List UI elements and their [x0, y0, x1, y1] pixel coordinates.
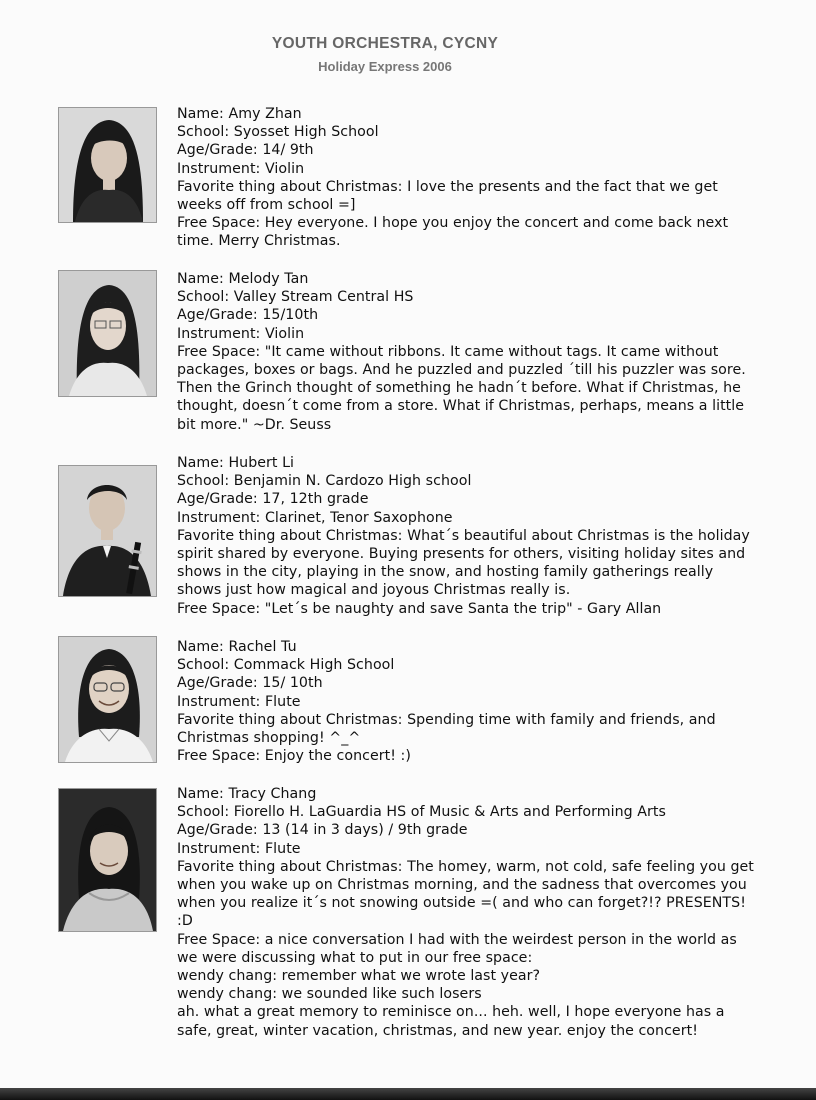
member-favorite-thing-cont: :D	[177, 913, 193, 930]
member-name: Name: Amy Zhan	[177, 106, 302, 122]
member-favorite-thing: Favorite thing about Christmas: What´s beautiful about Christmas is the holiday	[177, 527, 750, 544]
member-age-grade: Age/Grade: 15/10th	[177, 307, 319, 324]
member-favorite-thing-cont: when you wake up on Christmas morning, and the sadness that overcomes you	[177, 877, 747, 894]
member-favorite-thing: Favorite thing about Christmas: Spending time with family and friends, and	[177, 711, 716, 728]
member-age-grade: Age/Grade: 17, 12th grade	[177, 491, 369, 508]
member-school: School: Benjamin N. Cardozo High school	[177, 473, 472, 490]
member-favorite-thing-cont: weeks off from school =]	[177, 197, 356, 214]
member-name: Name: Melody Tan	[177, 271, 309, 287]
member-instrument: Instrument: Flute	[177, 693, 301, 710]
member-details	[177, 105, 772, 251]
member-age-grade: Age/Grade: 13 (14 in 3 days) / 9th grade	[177, 822, 468, 839]
member-name: Name: Hubert Li	[177, 455, 295, 471]
member-free-space-cont: thought, doesn´t come from a store. What if Christmas, perhaps, means a little	[177, 398, 745, 415]
scan-edge-bar	[0, 1088, 816, 1100]
member-favorite-thing-cont: spirit shared by everyone. Buying presents for others, visiting holiday sites and	[177, 546, 746, 563]
member-favorite-thing-cont: Christmas shopping! ^_^	[177, 730, 361, 747]
member-instrument: Instrument: Violin	[177, 160, 305, 177]
member-favorite-thing-cont: shows just how magical and joyous Christmas really is.	[177, 582, 571, 599]
member-details	[177, 454, 772, 618]
member-free-space: Free Space: Hey everyone. I hope you enjoy the concert and come back next	[177, 215, 729, 232]
member-photo	[58, 636, 157, 763]
member-free-space: Free Space: Enjoy the concert! :)	[177, 748, 411, 765]
member-age-grade: Age/Grade: 15/ 10th	[177, 675, 323, 692]
member-age-grade: Age/Grade: 14/ 9th	[177, 142, 314, 159]
member-name: Name: Rachel Tu	[177, 639, 297, 655]
page-subtitle: Holiday Express 2006	[318, 59, 452, 74]
member-free-space-cont: Then the Grinch thought of something he hadn´t before. What if Christmas, he	[177, 380, 741, 397]
member-details	[177, 785, 772, 1040]
member-photo	[58, 465, 157, 597]
member-photo	[58, 107, 157, 223]
member-details	[177, 638, 772, 765]
member-free-space: Free Space: "It came without ribbons. It came without tags. It came without	[177, 343, 719, 360]
member-school: School: Commack High School	[177, 657, 395, 674]
member-favorite-thing: Favorite thing about Christmas: I love the presents and the fact that we get	[177, 178, 718, 195]
member-school: School: Valley Stream Central HS	[177, 289, 414, 306]
member-photo	[58, 788, 157, 932]
member-photo	[58, 270, 157, 397]
member-free-space: Free Space: a nice conversation I had with the weirdest person in the world as	[177, 931, 737, 948]
member-free-space-cont: bit more." ~Dr. Seuss	[177, 416, 332, 433]
page-header	[0, 35, 770, 74]
member-instrument: Instrument: Flute	[177, 840, 301, 857]
member-instrument: Instrument: Violin	[177, 325, 305, 342]
member-school: School: Syosset High School	[177, 124, 379, 141]
member-favorite-thing: Favorite thing about Christmas: The homey, warm, not cold, safe feeling you get	[177, 858, 754, 875]
member-free-space-cont: wendy chang: remember what we wrote last year?	[177, 968, 541, 985]
member-favorite-thing-cont: shows in the city, playing in the snow, and hosting family gatherings really	[177, 564, 714, 581]
member-favorite-thing-cont: when you realize it´s not snowing outside =( and who can forget?!? PRESENTS!	[177, 895, 746, 912]
member-name: Name: Tracy Chang	[177, 786, 317, 802]
member-details	[177, 270, 772, 434]
member-free-space-cont: time. Merry Christmas.	[177, 233, 341, 250]
member-free-space-cont: safe, great, winter vacation, christmas, and new year. enjoy the concert!	[177, 1022, 698, 1039]
member-free-space-cont: ah. what a great memory to reminisce on... heh. well, I hope everyone has a	[177, 1004, 725, 1021]
member-free-space: Free Space: "Let´s be naughty and save Santa the trip" - Gary Allan	[177, 600, 662, 617]
member-free-space-cont: wendy chang: we sounded like such losers	[177, 986, 482, 1003]
page-title: YOUTH ORCHESTRA, CYCNY	[271, 35, 499, 52]
member-school: School: Fiorello H. LaGuardia HS of Music & Arts and Performing Arts	[177, 804, 666, 821]
member-free-space-cont: we were discussing what to put in our free space:	[177, 949, 533, 966]
member-free-space-cont: packages, boxes or bags. And he puzzled and puzzled ´till his puzzler was sore.	[177, 362, 746, 379]
member-instrument: Instrument: Clarinet, Tenor Saxophone	[177, 509, 453, 526]
